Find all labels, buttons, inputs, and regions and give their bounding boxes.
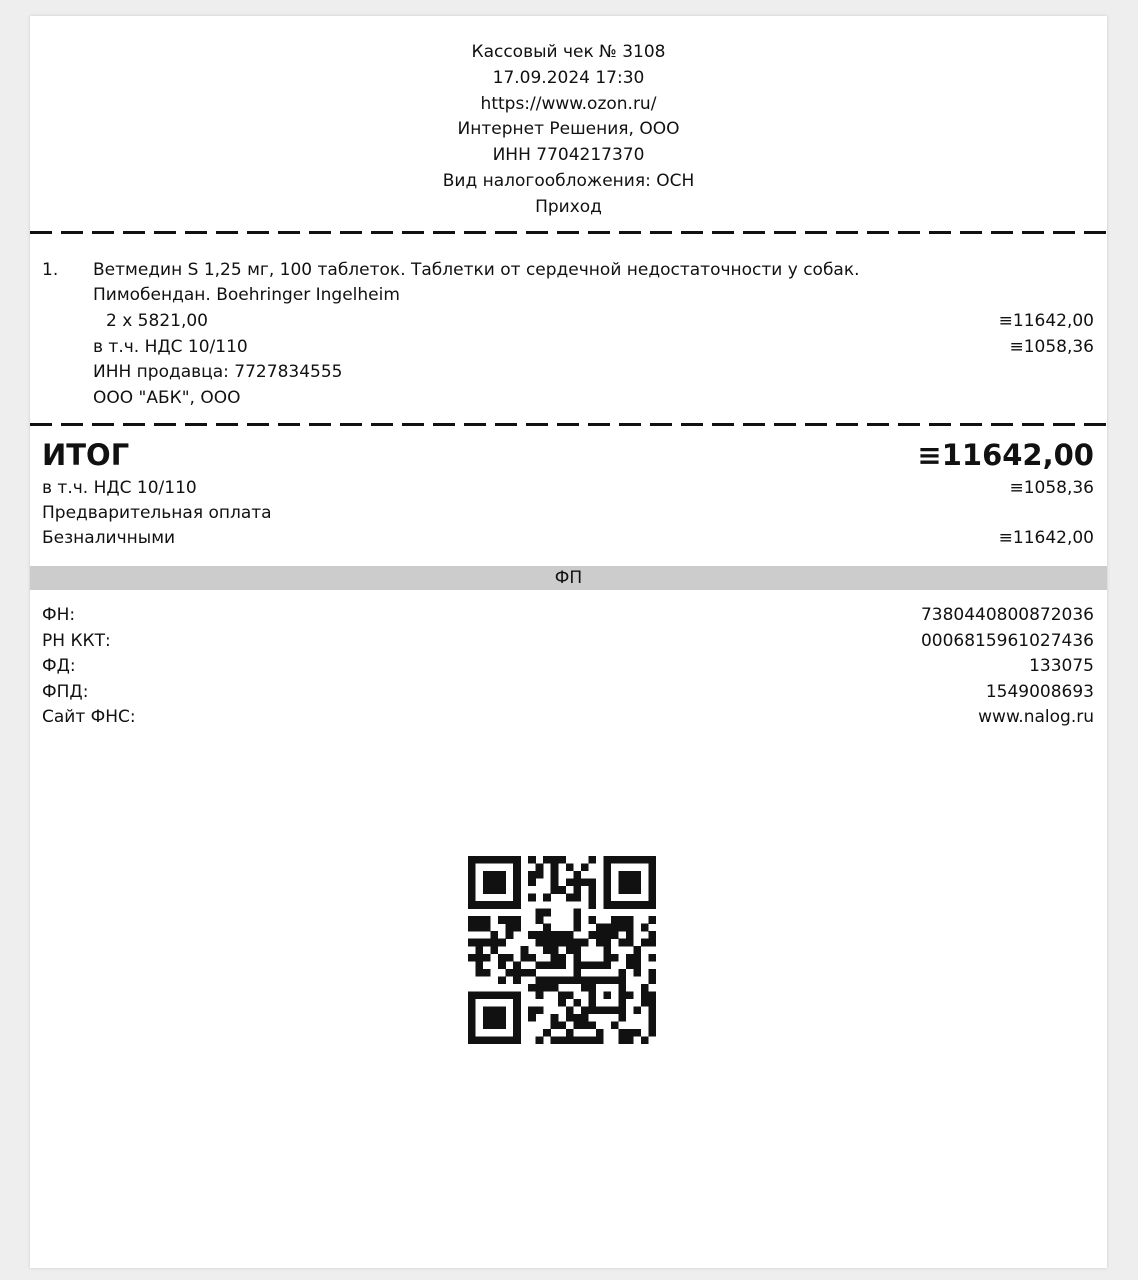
seller-inn: ИНН 7704217370	[492, 145, 645, 166]
dashed-divider	[30, 231, 1107, 234]
item-qty-price: 2 x 5821,00	[106, 311, 208, 331]
seller-company: Интернет Решения, ООО	[457, 119, 680, 140]
qr-code-icon	[468, 856, 656, 1044]
fpd-label: ФПД:	[42, 682, 89, 702]
item-seller-inn: ИНН продавца: 7727834555	[93, 362, 343, 382]
fd-label: ФД:	[42, 656, 76, 676]
fn-label: ФН:	[42, 605, 76, 625]
receipt-datetime: 17.09.2024 17:30	[492, 67, 645, 88]
fpd-value: 1549008693	[985, 682, 1094, 702]
cashless-value: ≡11642,00	[998, 528, 1094, 548]
total-value: ≡11642,00	[917, 438, 1094, 472]
item-name-line2: Пимобендан. Boehringer Ingelheim	[93, 285, 400, 305]
item-name-line1: Ветмедин S 1,25 мг, 100 таблеток. Таблетки от сердечной недостаточности у собак.	[93, 260, 860, 280]
total-vat-label: в т.ч. НДС 10/110	[42, 478, 197, 498]
fns-site-value: www.nalog.ru	[978, 707, 1094, 727]
item-seller-name: ООО "АБК", ООО	[93, 388, 241, 408]
total-label: ИТОГ	[42, 438, 130, 472]
fd-value: 133075	[1029, 656, 1094, 676]
rn-kkt-label: РН ККТ:	[42, 631, 111, 651]
fn-value: 7380440800872036	[920, 605, 1094, 625]
cashless-label: Безналичными	[42, 528, 176, 548]
fns-site-label: Сайт ФНС:	[42, 707, 136, 727]
item-vat-value: ≡1058,36	[1009, 337, 1094, 357]
total-vat-value: ≡1058,36	[1009, 478, 1094, 498]
receipt-title: Кассовый чек № 3108	[471, 42, 666, 62]
dashed-divider	[30, 423, 1107, 426]
item-vat-label: в т.ч. НДС 10/110	[93, 337, 248, 357]
item-number: 1.	[42, 260, 59, 280]
receipt-header	[30, 40, 1107, 221]
tax-system: Вид налогообложения: ОСН	[442, 170, 695, 191]
rn-kkt-value: 0006815961027436	[920, 631, 1094, 651]
prepayment-label: Предварительная оплата	[42, 503, 272, 523]
fp-section-header: ФП	[30, 566, 1107, 590]
operation-type: Приход	[535, 196, 602, 217]
seller-url: https://www.ozon.ru/	[480, 93, 657, 114]
receipt	[30, 16, 1107, 1268]
item-sum: ≡11642,00	[998, 311, 1094, 331]
